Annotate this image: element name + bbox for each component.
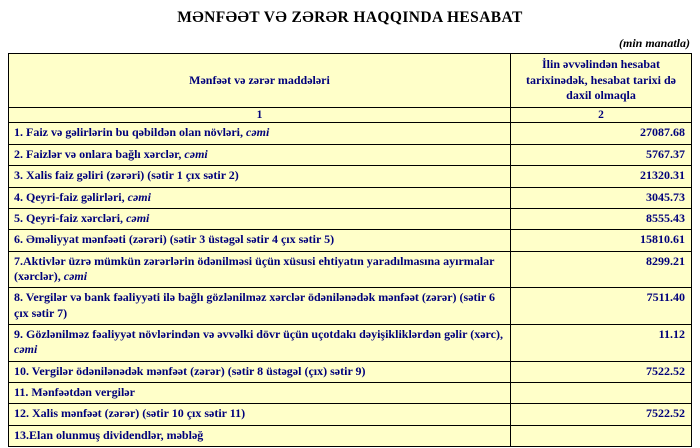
items-column-header: Mənfəət və zərər maddələri	[9, 54, 511, 108]
row-label-text: 2. Faizlər və onlara bağlı xərclər,	[14, 146, 185, 161]
table-row	[9, 425, 692, 446]
row-value: 21320.31	[511, 166, 692, 187]
row-label-text: 4. Qeyri-faiz gəlirləri,	[14, 189, 128, 204]
column-number-row	[9, 107, 692, 123]
row-label-text: 1. Faiz və gəlirlərin bu qəbildən olan növləri,	[14, 125, 246, 140]
row-label	[9, 425, 511, 446]
row-label	[9, 144, 511, 165]
row-label-text: 6. Əməliyyat mənfəəti (zərəri) (sətir 3 üstəgəl sətir 4 çıx sətir 5)	[14, 232, 335, 247]
row-label-suffix: cəmi	[246, 125, 270, 140]
row-value: 5767.37	[511, 144, 692, 165]
row-label	[9, 288, 511, 325]
row-label	[9, 325, 511, 362]
table-row	[9, 383, 692, 404]
table-row	[9, 251, 692, 288]
row-value: 7522.52	[511, 361, 692, 382]
table-row	[9, 166, 692, 187]
table-row	[9, 361, 692, 382]
row-label-suffix: cəmi	[127, 189, 151, 204]
table-row	[9, 144, 692, 165]
page-title: MƏNFƏƏT VƏ ZƏRƏR HAQQINDA HESABAT	[177, 9, 523, 26]
row-value: 7522.52	[511, 404, 692, 425]
row-label-suffix: cəmi	[14, 342, 38, 357]
row-label	[9, 404, 511, 425]
row-label	[9, 230, 511, 251]
row-label-text: 10. Vergilər ödənilənədək mənfəət (zərər) (sətir 8 üstəgəl (çıx) sətir 9)	[14, 363, 366, 378]
table-row	[9, 230, 692, 251]
row-label-text: 13.Elan olunmuş dividendlər, məbləğ	[14, 427, 204, 442]
table-row	[9, 208, 692, 229]
row-label	[9, 383, 511, 404]
row-label-suffix: cəmi	[63, 268, 88, 283]
row-label-text: 9. Gözlənilməz fəaliyyət növlərindən və əvvəlki dövr üçün uçotdakı dəyişikliklərdən gəlir (xərc),	[14, 327, 503, 342]
row-value: 8555.43	[511, 208, 692, 229]
row-label-text: 5. Qeyri-faiz xərcləri,	[14, 210, 127, 225]
row-label-text: 7.Aktivlər üzrə mümkün zərərlərin ödənilməsi üçün xüsusi ehtiyatın yaradılmasına ayırmalar (xərclər),	[14, 253, 495, 283]
row-value: 7511.40	[511, 288, 692, 325]
table-row	[9, 325, 692, 362]
row-value: 3045.73	[511, 187, 692, 208]
period-column-header: İlin əvvəlindən hesabat tarixinədək, hesabat tarixi də daxil olmaqla	[511, 54, 692, 108]
row-value: 27087.68	[511, 123, 692, 144]
table-row	[9, 123, 692, 144]
row-value-blocked	[511, 425, 692, 446]
value-column-number: 2	[511, 107, 692, 123]
row-label	[9, 187, 511, 208]
row-value	[511, 383, 692, 404]
row-label-suffix: cəmi	[126, 210, 150, 225]
row-label-text: 3. Xalis faiz gəliri (zərəri) (sətir 1 çıx sətir 2)	[14, 168, 239, 183]
header-row	[9, 54, 692, 108]
row-value: 8299.21	[511, 251, 692, 288]
units-note: (min manatla)	[618, 36, 690, 50]
table-row	[9, 288, 692, 325]
row-label-text: 12. Xalis mənfəət (zərər) (sətir 10 çıx sətir 11)	[14, 406, 246, 421]
row-label-text: 8. Vergilər və bank fəaliyyəti ilə bağlı gözlənilməz xərclər ödənilənədək mənfəət (zərər) (sətir 6 çıx sətir 7)	[14, 290, 495, 320]
row-label	[9, 208, 511, 229]
row-label	[9, 361, 511, 382]
row-value: 11.12	[511, 325, 692, 362]
row-label	[9, 123, 511, 144]
row-label-text: 11. Mənfəətdən vergilər	[14, 385, 135, 400]
table-row	[9, 404, 692, 425]
table-row	[9, 187, 692, 208]
row-label	[9, 166, 511, 187]
items-column-number: 1	[9, 107, 511, 123]
profit-loss-table	[8, 53, 692, 447]
row-label-suffix: cəmi	[184, 146, 208, 161]
row-value: 15810.61	[511, 230, 692, 251]
row-label	[9, 251, 511, 288]
